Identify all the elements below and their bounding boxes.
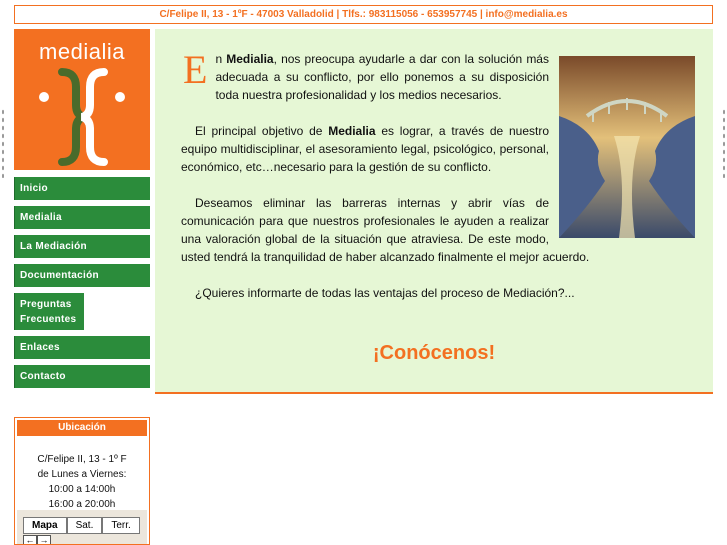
nav-item-enlaces[interactable]: Enlaces <box>14 336 150 359</box>
main-content <box>155 29 713 394</box>
location-info: C/Felipe II, 13 - 1º F de Lunes a Viernes: 10:00 a 14:00h 16:00 a 20:00h <box>37 454 127 510</box>
nav-item-preguntas-frecuentes[interactable]: Preguntas Frecuentes <box>14 293 84 330</box>
main-nav <box>14 177 150 394</box>
barriers-paragraph: Deseamos eliminar las barreras internas y abrir vías de comunicación para que nuestros profesionales le ayuden a realizar una valoración global de la situación que atraviesa. De este modo, usted tendrá la tranquilidad de haber alcanzado finalmente el mejor acuerdo. <box>181 196 590 264</box>
map-pan-controls <box>23 535 51 545</box>
brand-name: Medialia <box>226 52 274 66</box>
intro-text <box>181 47 695 320</box>
pan-left-icon[interactable]: ← <box>23 535 37 545</box>
objective-paragraph: El principal objetivo de Medialia es lograr, a través de nuestro equipo multidisciplinar, el asesoramiento legal, psicológico, personal, económico, etc…necesario para la gestión de su conflicto. <box>181 124 549 174</box>
logo[interactable] <box>14 29 150 170</box>
logo-text: medialia <box>39 39 125 64</box>
map-type-tabs <box>23 517 140 534</box>
logo-brackets-icon <box>14 67 150 167</box>
pan-right-icon[interactable]: → <box>37 535 51 545</box>
cta-link[interactable]: ¡Conócenos! <box>372 342 496 364</box>
left-edge-dots <box>1 108 5 178</box>
nav-item-mediacion[interactable]: La Mediación <box>14 235 150 258</box>
intro-paragraph: En Medialia, nos preocupa ayudarle a dar con la solución más adecuada a su conflicto, por ello ponemos a su disposición toda nuestra profesionalidad y los medios necesarios. <box>183 47 549 102</box>
question-paragraph: ¿Quieres informarte de todas las ventajas del proceso de Mediación?... <box>195 286 575 300</box>
right-edge-dots <box>722 108 726 178</box>
map-tab-mapa[interactable]: Mapa <box>23 517 67 534</box>
map-tab-sat[interactable]: Sat. <box>67 517 103 534</box>
contact-bar: C/Felipe II, 13 - 1ºF - 47003 Valladolid | Tlfs.: 983115056 - 653957745 | info@medialia.es <box>14 5 713 24</box>
map-tab-terr[interactable]: Terr. <box>102 517 139 534</box>
location-title: Ubicación <box>17 420 147 436</box>
nav-item-contacto[interactable]: Contacto <box>14 365 150 388</box>
brand-name: Medialia <box>328 124 376 138</box>
bridge-faces-image <box>559 56 695 238</box>
drop-cap: E <box>183 47 208 92</box>
nav-item-inicio[interactable]: Inicio <box>14 177 150 200</box>
location-box <box>14 417 150 545</box>
nav-item-documentacion[interactable]: Documentación <box>14 264 150 287</box>
nav-item-medialia[interactable]: Medialia <box>14 206 150 229</box>
